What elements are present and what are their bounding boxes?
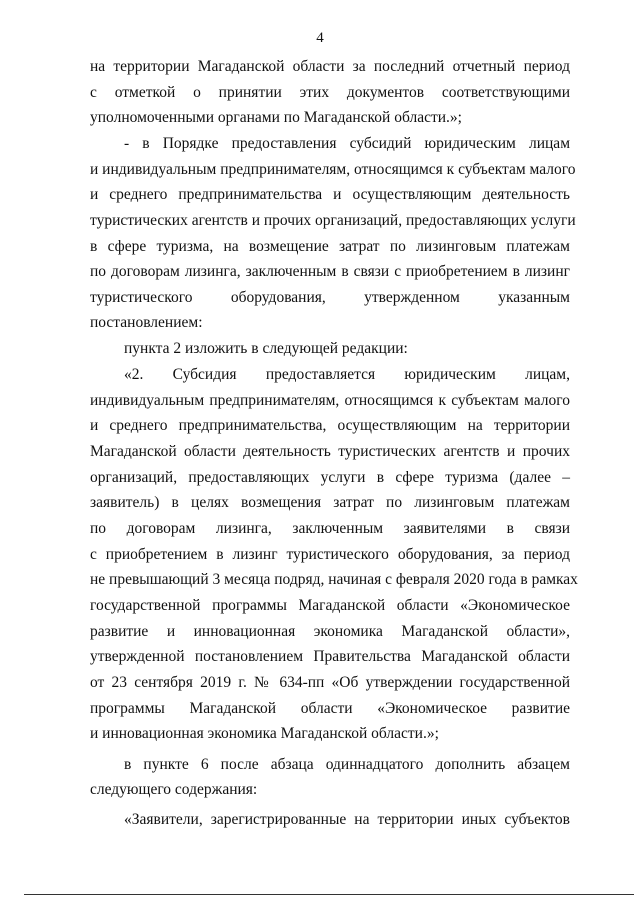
- text-line: в пункте 6 после абзаца одиннадцатого дополнить абзацем: [124, 756, 570, 773]
- text-line: программы Магаданской области «Экономическое развитие: [90, 700, 570, 717]
- text-line: индивидуальным предпринимателям, относящимся к субъектам малого: [90, 392, 570, 409]
- text-line: организаций, предоставляющих услуги в сфере туризма (далее –: [90, 469, 570, 486]
- text-line: и среднего предпринимательства, осуществляющим на территории: [90, 417, 570, 434]
- text-line: «Заявители, зарегистрированные на территории иных субъектов: [124, 811, 570, 828]
- text-line: с приобретением в лизинг туристического оборудования, за период: [90, 546, 570, 563]
- text-line: туристического оборудования, утвержденном указанным: [90, 289, 570, 306]
- text-line: - в Порядке предоставления субсидий юридическим лицам: [124, 135, 570, 152]
- text-line: в сфере туризма, на возмещение затрат по лизинговым платежам: [90, 238, 570, 255]
- text-line: следующего содержания:: [90, 781, 258, 798]
- text-line: развитие и инновационная экономика Магаданской области»,: [90, 623, 570, 640]
- text-line: туристических агентств и прочих организаций, предоставляющих услуги: [90, 212, 576, 229]
- text-line: с отметкой о принятии этих документов соответствующими: [90, 84, 570, 101]
- text-line: и среднего предпринимательства и осуществляющим деятельность: [90, 186, 570, 203]
- text-line: на территории Магаданской области за последний отчетный период: [90, 58, 570, 75]
- text-line: «2. Субсидия предоставляется юридическим лицам,: [124, 366, 570, 383]
- text-line: Магаданской области деятельность туристических агентств и прочих: [90, 443, 570, 460]
- page-number: 4: [316, 30, 324, 46]
- text-line: заявитель) в целях возмещения затрат по лизинговым платежам: [90, 494, 570, 511]
- text-line: пункта 2 изложить в следующей редакции:: [124, 340, 408, 357]
- text-line: по договорам лизинга, заключенным в связи с приобретением в лизинг: [90, 263, 570, 280]
- text-line: и инновационная экономика Магаданской области.»;: [90, 725, 439, 742]
- text-line: по договорам лизинга, заключенным заявителями в связи: [90, 520, 570, 537]
- text-line: утвержденной постановлением Правительства Магаданской области: [90, 648, 570, 665]
- text-line: от 23 сентября 2019 г. № 634-пп «Об утверждении государственной: [90, 674, 570, 691]
- text-line: постановлением:: [90, 314, 203, 331]
- text-line: не превышающий 3 месяца подряд, начиная с февраля 2020 года в рамках: [90, 571, 578, 588]
- bottom-rule: [24, 894, 634, 895]
- text-line: уполномоченными органами по Магаданской области.»;: [90, 109, 462, 126]
- text-line: и индивидуальным предпринимателям, относящимся к субъектам малого: [90, 161, 576, 178]
- text-line: государственной программы Магаданской области «Экономическое: [90, 597, 570, 614]
